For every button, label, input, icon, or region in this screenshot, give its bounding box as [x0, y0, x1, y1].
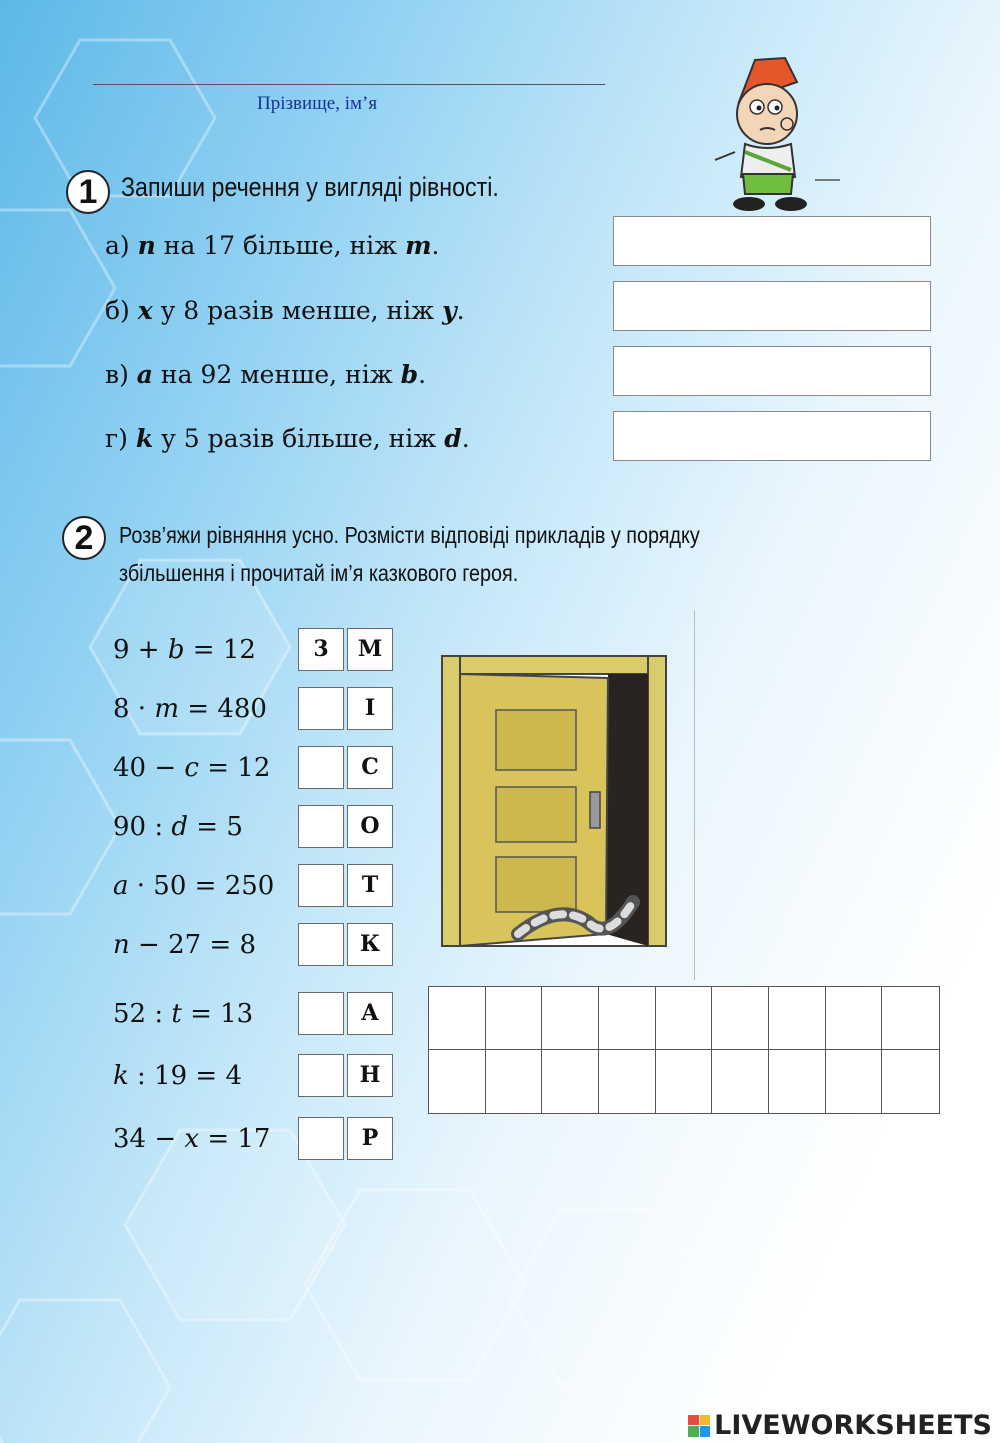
equation-answer-input[interactable]	[298, 805, 344, 848]
task-1-item-b: б) x у 8 разів менше, ніж y.	[105, 296, 465, 325]
grid-cell[interactable]	[486, 1050, 543, 1113]
grid-cell[interactable]	[599, 987, 656, 1050]
task-1-item-d: г) k у 5 разів більше, ніж d.	[105, 424, 470, 453]
equation-row: 52 : t = 13	[113, 999, 254, 1029]
equation-row: n − 27 = 8	[113, 930, 257, 960]
answer-input-c[interactable]	[613, 346, 931, 396]
grid-cell[interactable]	[542, 1050, 599, 1113]
equation-row: 90 : d = 5	[113, 812, 243, 842]
equation-letter: А	[347, 992, 393, 1035]
equation-row: 8 · m = 480	[113, 694, 267, 724]
equation-answer-input[interactable]: 3	[298, 628, 344, 671]
equation-letter: М	[347, 628, 393, 671]
answer-input-b[interactable]	[613, 281, 931, 331]
divider-line	[694, 610, 695, 980]
task-2-line-1: Розв’яжи рівняння усно. Розмісти відповіді прикладів у порядку	[119, 522, 700, 548]
equation-row: 9 + b = 12	[113, 635, 256, 665]
grid-cell[interactable]	[486, 987, 543, 1050]
task-1-item-a: а) n на 17 більше, ніж m.	[105, 231, 440, 260]
equation-answer-input[interactable]	[298, 1054, 344, 1097]
equation-letter: І	[347, 687, 393, 730]
grid-cell[interactable]	[826, 987, 883, 1050]
equation-row: k : 19 = 4	[113, 1061, 242, 1091]
grid-cell[interactable]	[656, 987, 713, 1050]
equation-letter: С	[347, 746, 393, 789]
equation-answer-input[interactable]	[298, 687, 344, 730]
door-illustration	[438, 652, 678, 952]
task-2-line-2: збільшення і прочитай ім’я казкового героя.	[119, 560, 519, 586]
liveworksheets-brand	[688, 1410, 992, 1441]
grid-cell[interactable]	[429, 1050, 486, 1113]
grid-cell[interactable]	[826, 1050, 883, 1113]
name-underline	[93, 84, 605, 85]
grid-cell[interactable]	[656, 1050, 713, 1113]
equation-answer-input[interactable]	[298, 864, 344, 907]
equation-letter: О	[347, 805, 393, 848]
grid-cell[interactable]	[599, 1050, 656, 1113]
equation-letter: К	[347, 923, 393, 966]
equation-answer-input[interactable]	[298, 1117, 344, 1160]
task-2-number-badge: 2	[62, 516, 106, 560]
grid-cell[interactable]	[712, 987, 769, 1050]
task-1-title: Запиши речення у вигляді рівності.	[121, 172, 499, 202]
task-1-number-badge: 1	[66, 170, 110, 214]
grid-cell[interactable]	[882, 1050, 939, 1113]
equation-answer-input[interactable]	[298, 746, 344, 789]
equation-row: a · 50 = 250	[113, 871, 275, 901]
liveworksheets-logo-icon	[688, 1415, 710, 1437]
equation-answer-input[interactable]	[298, 992, 344, 1035]
answer-input-a[interactable]	[613, 216, 931, 266]
grid-cell[interactable]	[429, 987, 486, 1050]
equation-letter: Н	[347, 1054, 393, 1097]
hero-name-grid	[428, 986, 940, 1114]
brand-text: LIVEWORKSHEETS	[714, 1410, 992, 1441]
task-2-instructions	[119, 516, 700, 592]
answer-input-d[interactable]	[613, 411, 931, 461]
task-1-item-c: в) a на 92 менше, ніж b.	[105, 360, 427, 389]
grid-cell[interactable]	[769, 987, 826, 1050]
equation-row: 40 − c = 12	[113, 753, 271, 783]
thinking-boy-illustration	[705, 52, 845, 217]
grid-cell[interactable]	[769, 1050, 826, 1113]
grid-cell[interactable]	[542, 987, 599, 1050]
name-label: Прізвище, ім’я	[257, 93, 378, 114]
grid-cell[interactable]	[712, 1050, 769, 1113]
equation-answer-input[interactable]	[298, 923, 344, 966]
equation-row: 34 − x = 17	[113, 1124, 271, 1154]
equation-letter: Т	[347, 864, 393, 907]
grid-cell[interactable]	[882, 987, 939, 1050]
equation-letter: Р	[347, 1117, 393, 1160]
